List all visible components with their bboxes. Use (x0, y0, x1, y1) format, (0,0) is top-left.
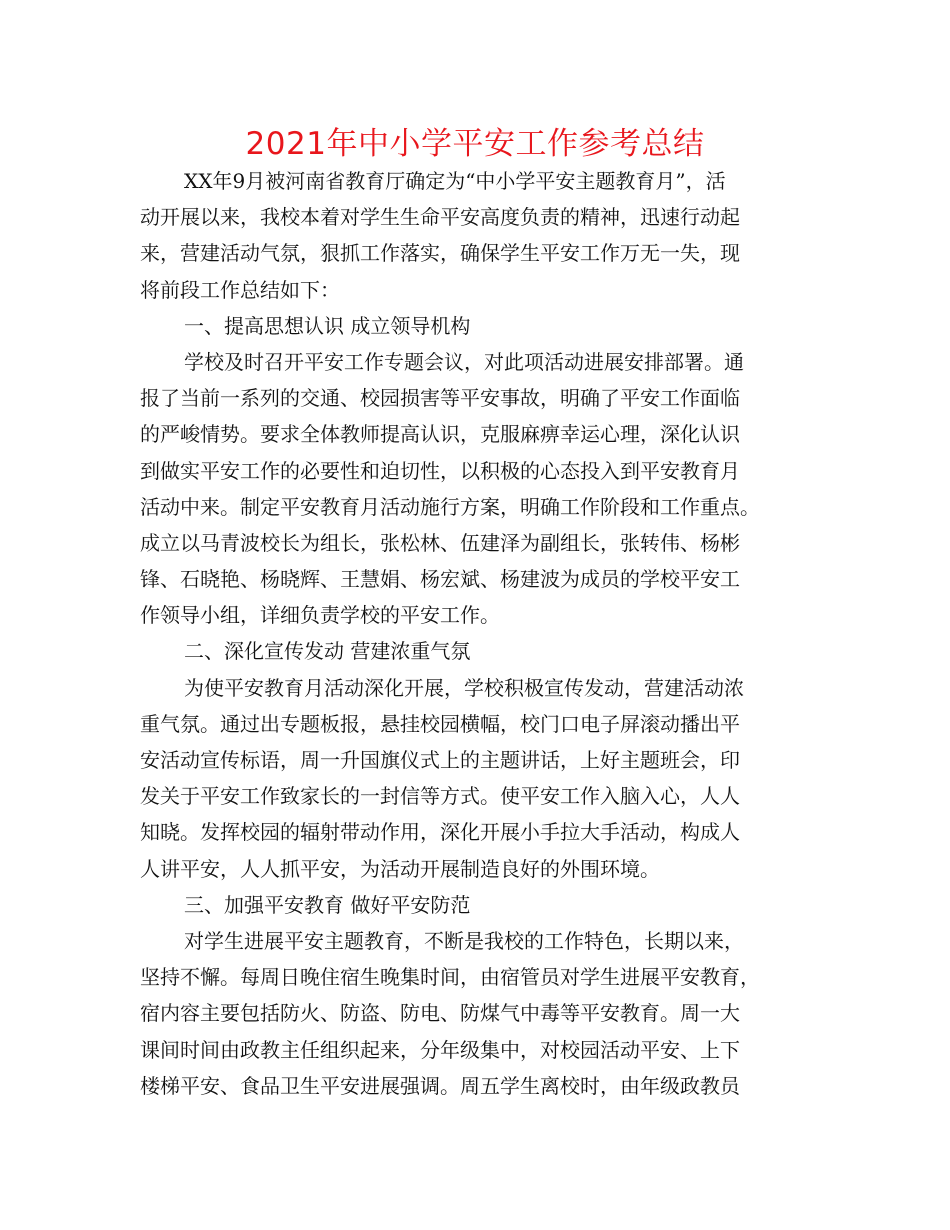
paragraph-line: 重气氛。通过出专题板报，悬挂校园横幅，校门口电子屏滚动播出平 (140, 711, 740, 736)
paragraph-line: 报了当前一系列的交通、校园损害等平安事故，明确了平安工作面临 (140, 386, 740, 411)
paragraph-line: 人讲平安，人人抓平安，为活动开展制造良好的外围环境。 (140, 856, 660, 881)
paragraph-line: 宿内容主要包括防火、防盗、防电、防煤气中毒等平安教育。周一大 (140, 1001, 740, 1026)
paragraph-line: 学校及时召开平安工作专题会议，对此项活动进展安排部署。通 (184, 349, 744, 374)
paragraph-line: 知晓。发挥校园的辐射带动作用，深化开展小手拉大手活动，构成人 (140, 820, 740, 845)
paragraph-line: 发关于平安工作致家长的一封信等方式。使平安工作入脑入心，人人 (140, 784, 740, 809)
paragraph-line: 来，营建活动气氛，狠抓工作落实，确保学生平安工作万无一失，现 (140, 241, 740, 266)
section-heading-2: 二、深化宣传发动 营建浓重气氛 (184, 639, 471, 664)
paragraph-line: 楼梯平安、食品卫生平安进展强调。周五学生离校时，由年级政教员 (140, 1073, 740, 1098)
section-heading-1: 一、提高思想认识 成立领导机构 (184, 313, 471, 338)
paragraph-line: 活动中来。制定平安教育月活动施行方案，明确工作阶段和工作重点。 (140, 494, 760, 519)
paragraph-line: XX年9月被河南省教育厅确定为“中小学平安主题教育月”，活 (184, 169, 726, 193)
section-heading-3: 三、加强平安教育 做好平安防范 (184, 892, 471, 917)
paragraph-line: 坚持不懈。每周日晚住宿生晚集时间，由宿管员对学生进展平安教育， (140, 965, 760, 990)
paragraph-line: 锋、石晓艳、杨晓辉、王慧娟、杨宏斌、杨建波为成员的学校平安工 (140, 567, 740, 592)
paragraph-line: 成立以马青波校长为组长，张松林、伍建泽为副组长，张转伟、杨彬 (140, 530, 740, 555)
document-body (140, 163, 815, 1104)
document-title: 2021年中小学平安工作参考总结 (245, 126, 705, 162)
paragraph-line: 作领导小组，详细负责学校的平安工作。 (140, 603, 500, 628)
paragraph-line: 为使平安教育月活动深化开展，学校积极宣传发动，营建活动浓 (184, 675, 744, 700)
paragraph-line: 对学生进展平安主题教育，不断是我校的工作特色，长期以来， (184, 928, 744, 953)
paragraph-line: 动开展以来，我校本着对学生生命平安高度负责的精神，迅速行动起 (140, 205, 740, 230)
paragraph-line: 安活动宣传标语，周一升国旗仪式上的主题讲话，上好主题班会，印 (140, 748, 740, 772)
paragraph-line: 将前段工作总结如下： (140, 277, 340, 302)
paragraph-line: 的严峻情势。要求全体教师提高认识，克服麻痹幸运心理，深化认识 (140, 422, 740, 447)
paragraph-line: 课间时间由政教主任组织起来，分年级集中，对校园活动平安、上下 (140, 1037, 740, 1062)
paragraph-line: 到做实平安工作的必要性和迫切性，以积极的心态投入到平安教育月 (140, 458, 740, 483)
